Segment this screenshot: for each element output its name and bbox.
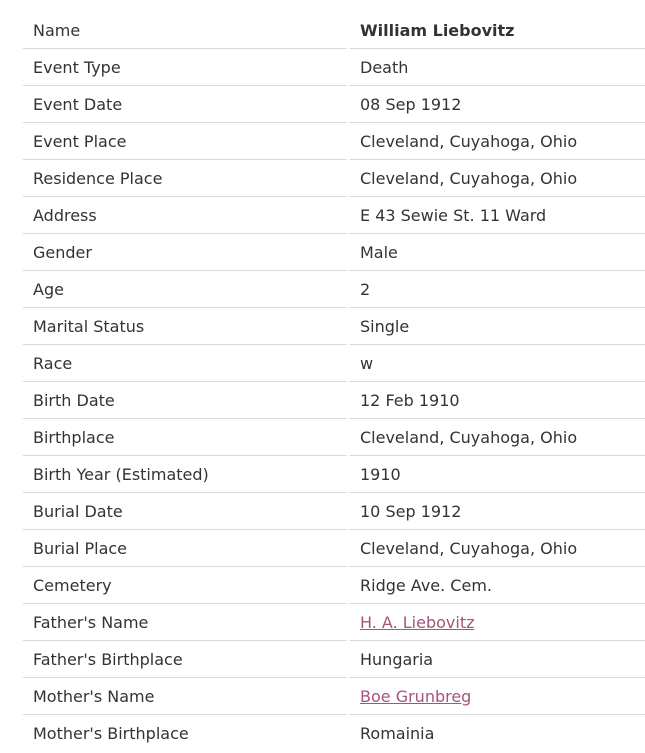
mother-name-link[interactable]: Boe Grunbreg bbox=[360, 686, 472, 706]
row-fathers-name bbox=[23, 604, 645, 641]
field-value: E 43 Sewie St. 11 Ward bbox=[350, 197, 645, 234]
field-value: 10 Sep 1912 bbox=[350, 493, 645, 530]
field-label: Event Place bbox=[23, 123, 347, 160]
row-event-date bbox=[23, 86, 645, 123]
field-value: Cleveland, Cuyahoga, Ohio bbox=[350, 160, 645, 197]
field-label: Race bbox=[23, 345, 347, 382]
row-burial-place bbox=[23, 530, 645, 567]
field-value: Male bbox=[350, 234, 645, 271]
field-value: Cleveland, Cuyahoga, Ohio bbox=[350, 419, 645, 456]
field-label: Residence Place bbox=[23, 160, 347, 197]
row-event-place bbox=[23, 123, 645, 160]
field-value: Cleveland, Cuyahoga, Ohio bbox=[350, 123, 645, 160]
field-value bbox=[350, 604, 645, 641]
row-residence-place bbox=[23, 160, 645, 197]
field-label: Burial Date bbox=[23, 493, 347, 530]
field-label: Name bbox=[23, 12, 347, 49]
field-label: Mother's Birthplace bbox=[33, 724, 189, 743]
row-birthplace bbox=[23, 419, 645, 456]
field-value: Romainia bbox=[360, 724, 435, 743]
row-birth-year-estimated bbox=[23, 456, 645, 493]
field-label: Marital Status bbox=[23, 308, 347, 345]
row-mothers-name bbox=[23, 678, 645, 715]
father-name-link[interactable]: H. A. Liebovitz bbox=[360, 612, 475, 632]
field-label: Event Date bbox=[23, 86, 347, 123]
field-label: Birth Year (Estimated) bbox=[23, 456, 347, 493]
row-fathers-birthplace bbox=[23, 641, 645, 678]
row-mothers-birthplace bbox=[23, 715, 645, 752]
field-value: 1910 bbox=[350, 456, 645, 493]
field-label: Cemetery bbox=[23, 567, 347, 604]
field-label: Birthplace bbox=[23, 419, 347, 456]
row-marital-status bbox=[23, 308, 645, 345]
row-birth-date bbox=[23, 382, 645, 419]
row-cemetery bbox=[23, 567, 645, 604]
row-name bbox=[23, 12, 645, 49]
field-value: w bbox=[350, 345, 645, 382]
field-value: Death bbox=[350, 49, 645, 86]
row-age bbox=[23, 271, 645, 308]
field-label: Mother's Name bbox=[23, 678, 347, 715]
field-value: Cleveland, Cuyahoga, Ohio bbox=[350, 530, 645, 567]
field-value bbox=[350, 678, 645, 715]
field-label: Gender bbox=[23, 234, 347, 271]
field-label: Birth Date bbox=[23, 382, 347, 419]
field-label: Father's Name bbox=[23, 604, 347, 641]
row-race bbox=[23, 345, 645, 382]
row-event-type bbox=[23, 49, 645, 86]
row-gender bbox=[23, 234, 645, 271]
field-value: 08 Sep 1912 bbox=[350, 86, 645, 123]
field-label: Burial Place bbox=[23, 530, 347, 567]
field-label: Address bbox=[23, 197, 347, 234]
field-value: Single bbox=[350, 308, 645, 345]
field-label: Age bbox=[23, 271, 347, 308]
record-details-table bbox=[23, 12, 645, 752]
field-value: 2 bbox=[350, 271, 645, 308]
field-value: Hungaria bbox=[350, 641, 645, 678]
person-name: William Liebovitz bbox=[350, 12, 645, 49]
field-value: 12 Feb 1910 bbox=[350, 382, 645, 419]
field-label: Event Type bbox=[23, 49, 347, 86]
row-burial-date bbox=[23, 493, 645, 530]
field-value: Ridge Ave. Cem. bbox=[350, 567, 645, 604]
field-label: Father's Birthplace bbox=[23, 641, 347, 678]
row-address bbox=[23, 197, 645, 234]
